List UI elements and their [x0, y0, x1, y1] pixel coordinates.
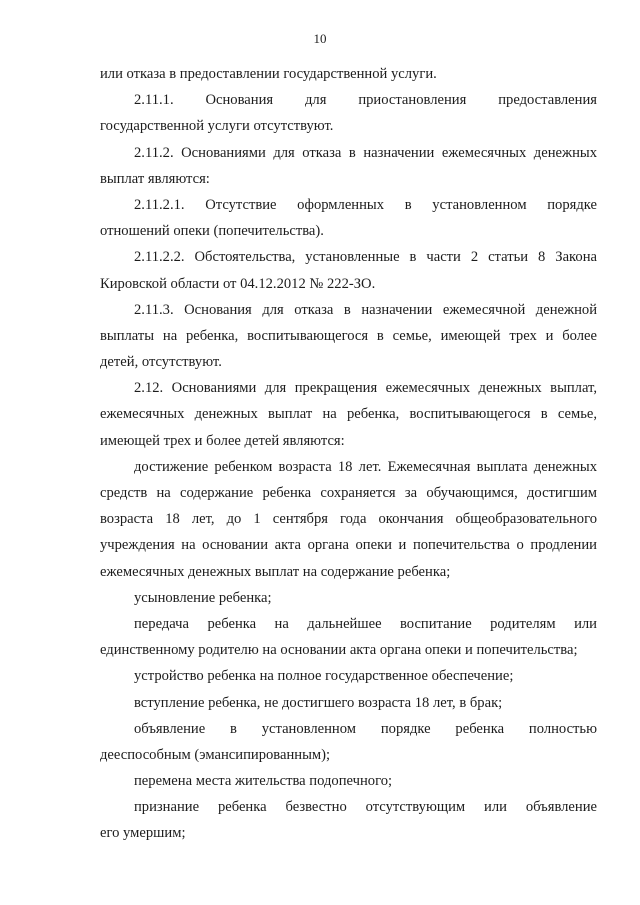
text-line: перемена места жительства подопечного;	[134, 773, 393, 790]
document-body	[100, 61, 597, 847]
text-line: выплаты на ребенка, воспитывающегося в семье, имеющей трех и более	[100, 327, 597, 344]
text-line: 2.12. Основаниями для прекращения ежемесячных денежных выплат,	[134, 380, 597, 397]
text-line: возраста 18 лет, до 1 сентября года окончания общеобразовательного	[100, 511, 597, 528]
text-line: вступление ребенка, не достигшего возраста 18 лет, в брак;	[134, 694, 503, 711]
text-line: Кировской области от 04.12.2012 № 222-ЗО.	[100, 275, 376, 292]
text-line: 2.11.2. Основаниями для отказа в назначении ежемесячных денежных	[134, 144, 597, 161]
text-line: единственному родителю на основании акта органа опеки и попечительства;	[100, 642, 578, 659]
text-line: детей, отсутствуют.	[100, 354, 222, 371]
text-line: 2.11.2.2. Обстоятельства, установленные в части 2 статьи 8 Закона	[134, 249, 597, 266]
text-line: дееспособным (эмансипированным);	[100, 746, 331, 763]
text-line: имеющей трех и более детей являются:	[100, 432, 345, 449]
text-line: достижение ребенком возраста 18 лет. Ежемесячная выплата денежных	[134, 458, 597, 475]
text-line: 2.11.2.1. Отсутствие оформленных в установленном порядке	[134, 196, 597, 213]
text-line: объявление в установленном порядке ребенка полностью	[134, 720, 597, 737]
text-line: признание ребенка безвестно отсутствующим или объявление	[134, 799, 597, 816]
text-line: ежемесячных денежных выплат на ребенка, воспитывающегося в семье,	[100, 406, 597, 423]
text-line: 2.11.3. Основания для отказа в назначении ежемесячной денежной	[134, 301, 597, 318]
text-line: или отказа в предоставлении государственной услуги.	[100, 66, 437, 82]
text-line: 2.11.1. Основания для приостановления предоставления	[134, 92, 597, 109]
text-line: его умершим;	[100, 825, 186, 842]
text-line: ежемесячных денежных выплат на содержание ребенка;	[100, 563, 451, 580]
text-line: устройство ребенка на полное государственное обеспечение;	[134, 668, 514, 685]
text-line: учреждения на основании акта органа опеки и попечительства о продлении	[100, 537, 597, 554]
text-line: государственной услуги отсутствуют.	[100, 118, 334, 135]
text-line: отношений опеки (попечительства).	[100, 223, 324, 240]
page-number: 10	[313, 31, 327, 46]
text-line: передача ребенка на дальнейшее воспитание родителям или	[134, 615, 597, 632]
text-line: выплат являются:	[100, 170, 210, 187]
text-line: усыновление ребенка;	[134, 589, 272, 606]
text-line: средств на содержание ребенка сохраняется за обучающимся, достигшим	[100, 485, 597, 501]
